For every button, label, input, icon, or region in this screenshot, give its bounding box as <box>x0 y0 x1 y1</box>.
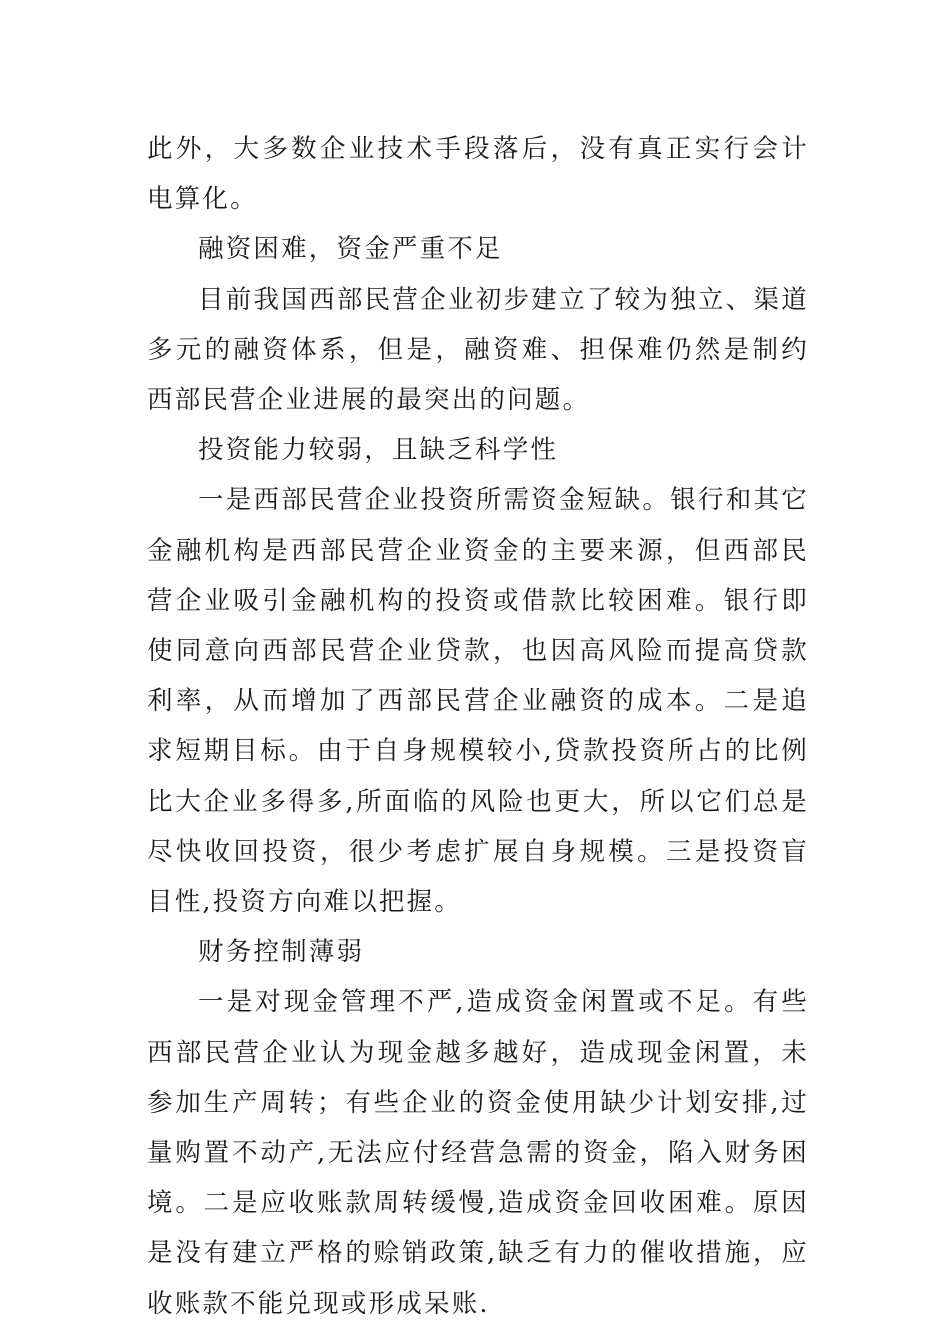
paragraph-accounting: 此外，大多数企业技术手段落后，没有真正实行会计电算化。 <box>147 134 809 215</box>
section-heading-financial-control: 财务控制薄弱 <box>198 937 365 968</box>
section-heading-financing: 融资困难，资金严重不足 <box>198 234 503 265</box>
document-body <box>147 124 809 1329</box>
paragraph-financing: 目前我国西部民营企业初步建立了较为独立、渠道多元的融资体系，但是，融资难、担保难仍然是制约西部民营企业进展的最突出的问题。 <box>147 284 809 416</box>
paragraph-financial-control: 一是对现金管理不严,造成资金闲置或不足。有些西部民营企业认为现金越多越好，造成现金闲置，未参加生产周转；有些企业的资金使用缺少计划安排,过量购置不动产,无法应付经营急需的资金，陷入财务困境。二是应收账款周转缓慢,造成资金回收困难。原因是没有建立严格的赊销政策,缺乏有力的催收措施，应收账款不能兑现或形成呆账. <box>147 987 809 1319</box>
section-heading-investment: 投资能力较弱，且缺乏科学性 <box>198 435 559 466</box>
paragraph-investment: 一是西部民营企业投资所需资金短缺。银行和其它金融机构是西部民营企业资金的主要来源，但西部民营企业吸引金融机构的投资或借款比较困难。银行即使同意向西部民营企业贷款，也因高风险而提高贷款利率，从而增加了西部民营企业融资的成本。二是追求短期目标。由于自身规模较小,贷款投资所占的比例比大企业多得多,所面临的风险也更大，所以它们总是尽快收回投资，很少考虑扩展自身规模。三是投资盲目性,投资方向难以把握。 <box>147 485 809 918</box>
